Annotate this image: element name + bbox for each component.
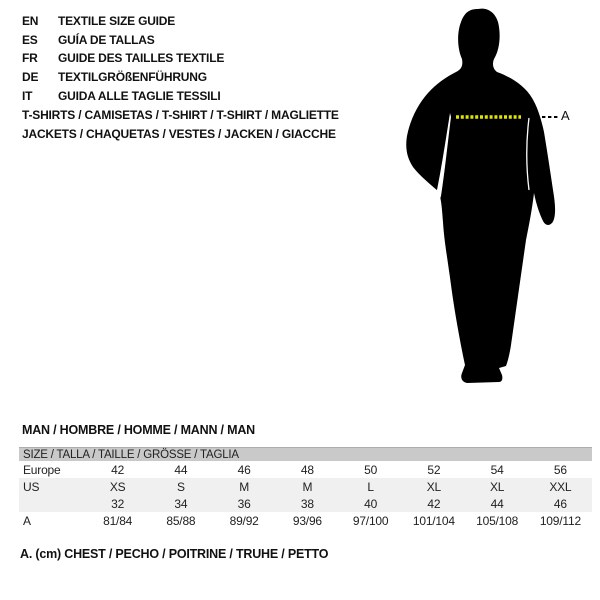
cell: 109/112 [539, 513, 581, 528]
cell: 48 [300, 462, 314, 477]
man-silhouette [398, 4, 578, 396]
language-label: GUIDE DES TAILLES TEXTILE [58, 51, 225, 66]
section-title-man: MAN / HOMBRE / HOMME / MANN / MAN [22, 423, 255, 437]
cell: 38 [300, 496, 314, 511]
cell: M [239, 479, 250, 494]
language-code: ES [22, 32, 38, 47]
cell: 36 [237, 496, 251, 511]
cell: XL [489, 479, 505, 494]
cell: L [367, 479, 374, 494]
cell: 56 [553, 462, 567, 477]
measure-label-a: A [561, 108, 570, 123]
cell: 54 [490, 462, 504, 477]
cell: 93/96 [292, 513, 322, 528]
cell: 89/92 [229, 513, 259, 528]
language-label: TEXTILE SIZE GUIDE [58, 14, 176, 29]
language-row [22, 12, 224, 31]
language-code: EN [22, 14, 39, 29]
cell: 44 [174, 462, 188, 477]
language-row [22, 31, 224, 50]
cell: 44 [490, 496, 504, 511]
cell: 46 [237, 462, 251, 477]
cell: 42 [427, 496, 441, 511]
cell: 105/108 [476, 513, 519, 528]
cell: 50 [364, 462, 378, 477]
row-label: Europe [23, 462, 61, 477]
cell: 52 [427, 462, 441, 477]
language-label: TEXTILGRÖßENFÜHRUNG [58, 70, 207, 85]
cell: S [176, 479, 185, 494]
table-row-uk [19, 495, 592, 512]
row-label: A [23, 513, 31, 528]
table-row-europe [19, 461, 592, 478]
table-row-chest-a [19, 512, 592, 529]
measurement-footnote: A. (cm) CHEST / PECHO / POITRINE / TRUHE / PETTO [20, 547, 329, 561]
language-code: IT [22, 88, 33, 103]
cell: 32 [111, 496, 125, 511]
language-row [22, 86, 224, 105]
category-line-tshirts: T-SHIRTS / CAMISETAS / T-SHIRT / T-SHIRT / MAGLIETTE [22, 108, 339, 122]
cell: XL [426, 479, 442, 494]
cell: 97/100 [352, 513, 389, 528]
language-label: GUIDA ALLE TAGLIE TESSILI [58, 88, 221, 103]
cell: XXL [549, 479, 572, 494]
cell: M [302, 479, 313, 494]
language-code: FR [22, 51, 38, 66]
cell: XS [109, 479, 126, 494]
cell: 46 [553, 496, 567, 511]
cell: 85/88 [166, 513, 196, 528]
cell: 42 [111, 462, 125, 477]
cell: 81/84 [103, 513, 133, 528]
cell: 34 [174, 496, 188, 511]
size-table-header: SIZE / TALLA / TAILLE / GRÖSSE / TAGLIA [19, 447, 592, 461]
language-code: DE [22, 70, 39, 85]
category-line-jackets: JACKETS / CHAQUETAS / VESTES / JACKEN / GIACCHE [22, 126, 336, 141]
language-label: GUÍA DE TALLAS [58, 32, 155, 47]
man-figure [398, 4, 578, 396]
garment-categories [22, 106, 339, 144]
size-table [19, 447, 592, 529]
language-row [22, 49, 224, 68]
language-row [22, 68, 224, 87]
table-row-us [19, 478, 592, 495]
language-guide-list [22, 12, 224, 105]
cell: 101/104 [412, 513, 455, 528]
cell: 40 [364, 496, 378, 511]
row-label: US [23, 479, 40, 494]
